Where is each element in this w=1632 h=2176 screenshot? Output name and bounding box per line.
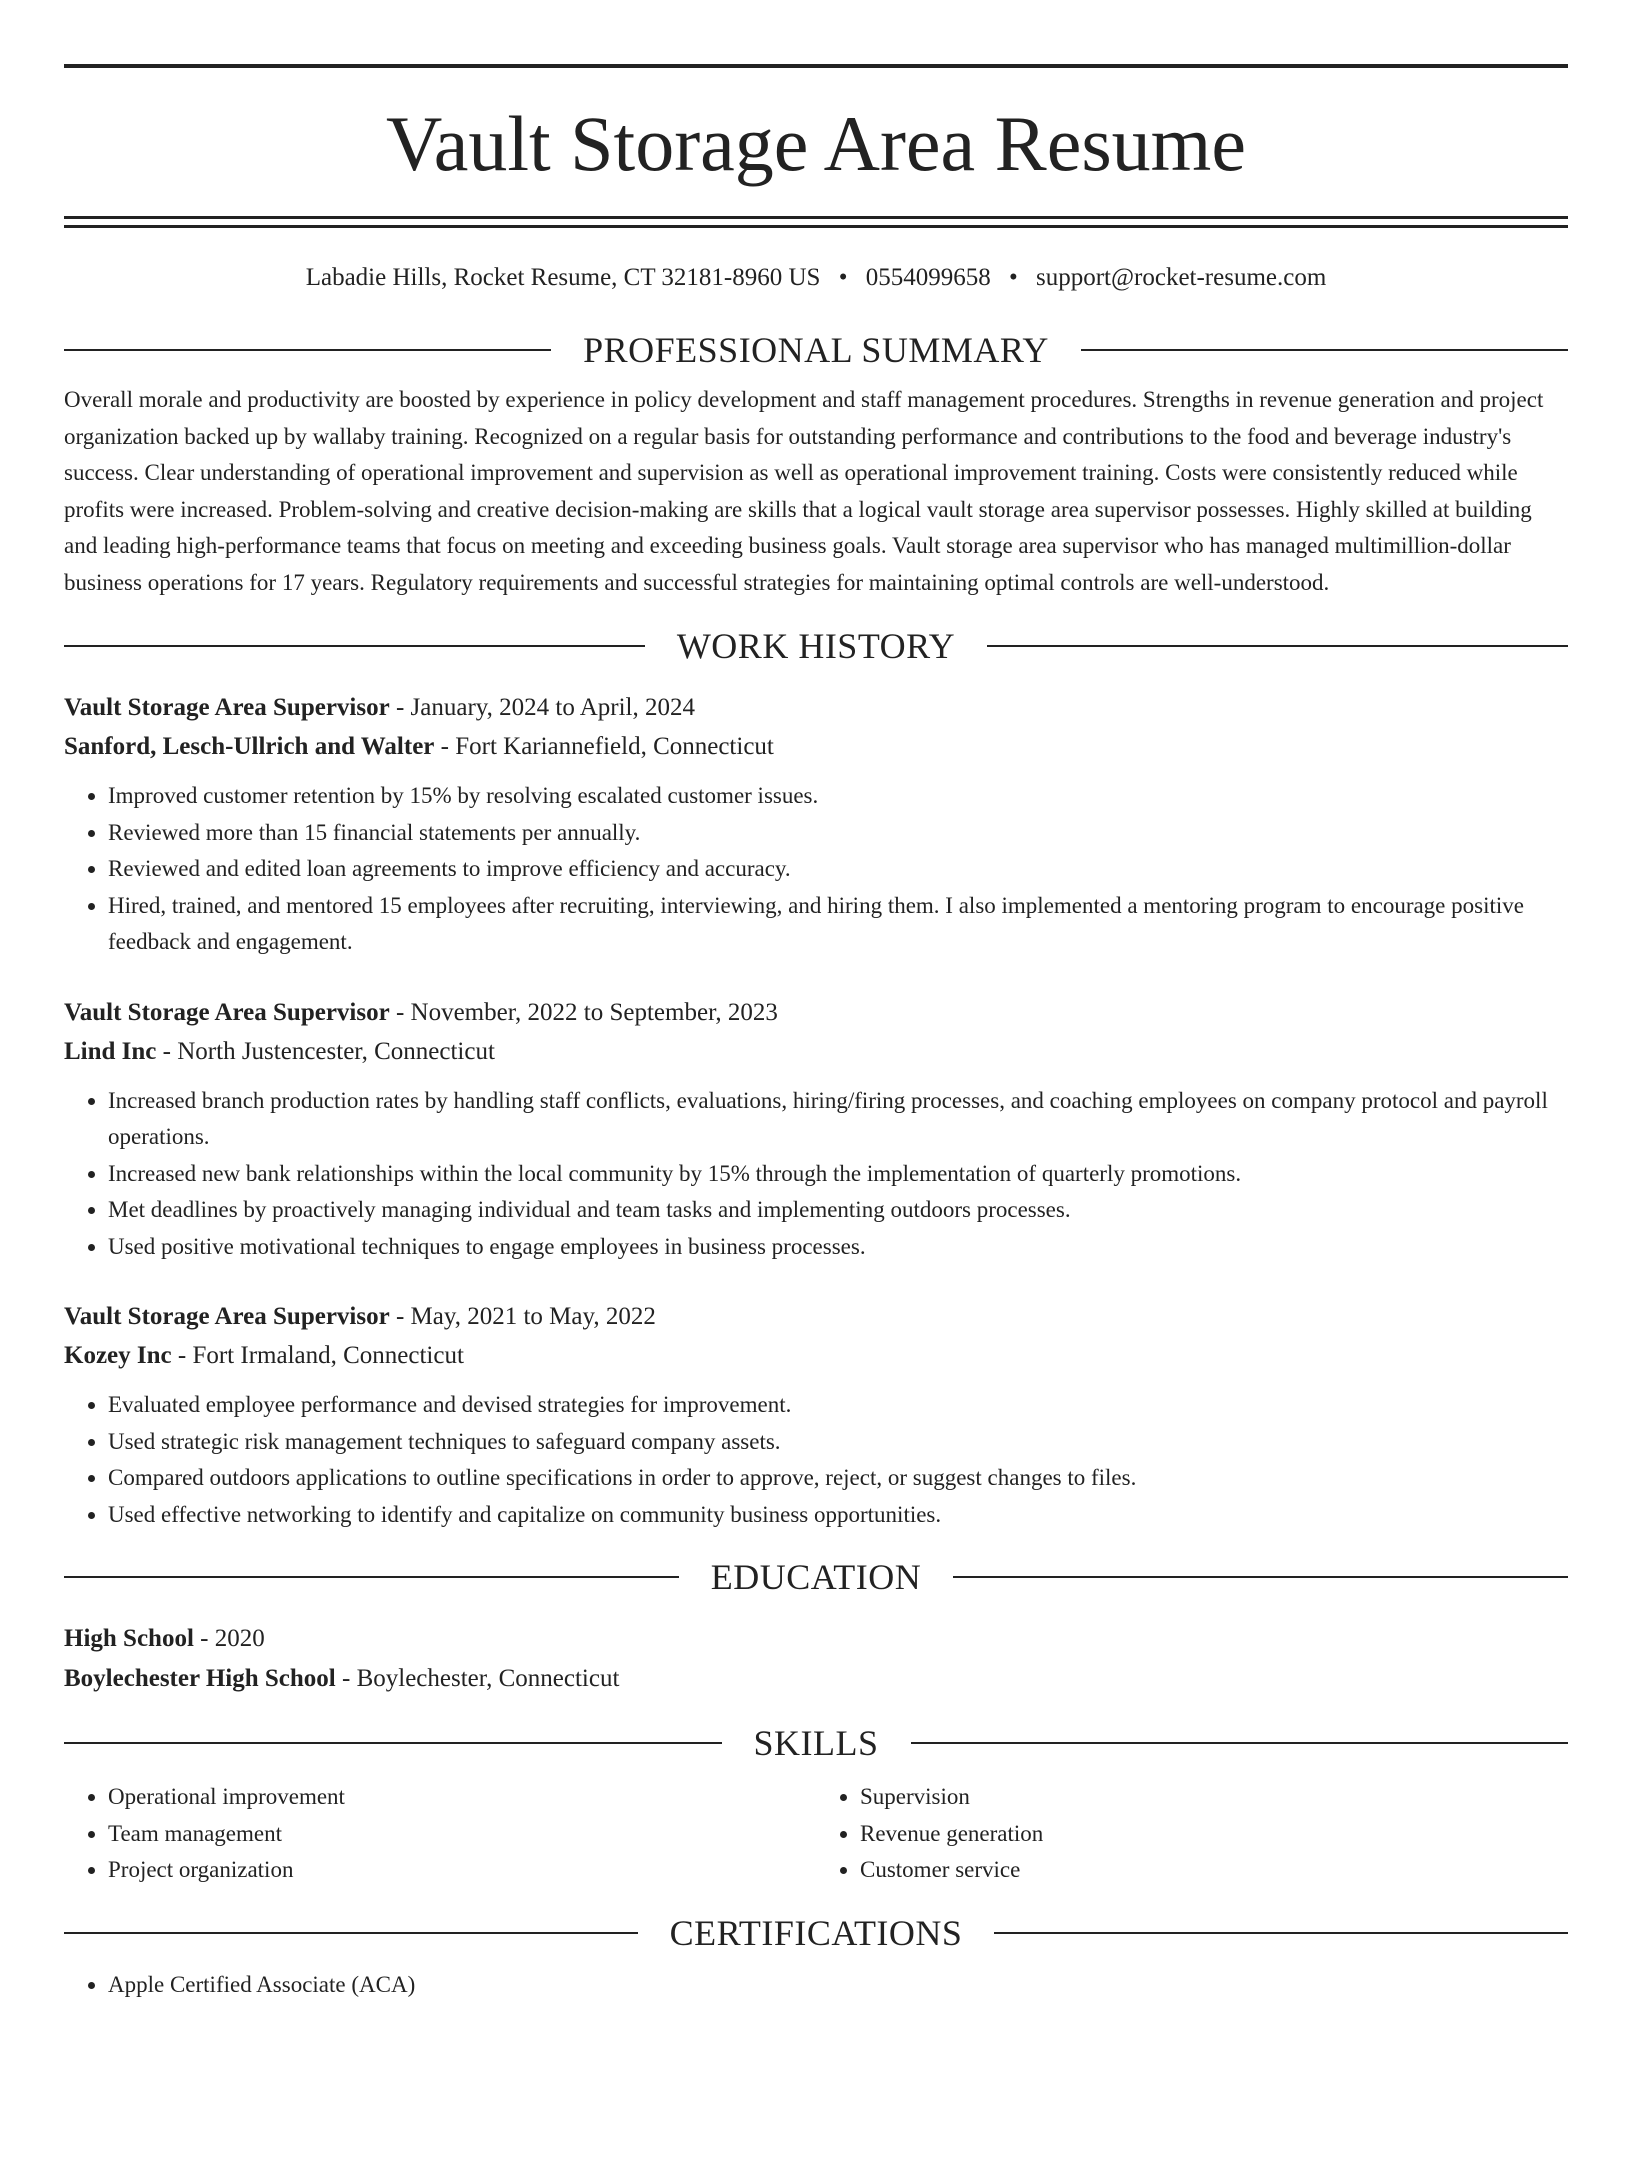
job-bullet: • Increased new bank relationships within the local community by 15% through the implementation of quarterly promotions. [108,1156,1568,1193]
job-dates: - May, 2021 to May, 2022 [389,1303,656,1330]
heading-rule-left [64,1932,638,1934]
education-location: - Boylechester, Connecticut [335,1665,620,1692]
title-double-rule [64,216,1568,228]
job-title-line [64,688,1568,727]
job-bullet: • Compared outdoors applications to outline specifications in order to approve, reject, or suggest changes to files. [108,1460,1568,1497]
job-dates: - January, 2024 to April, 2024 [389,694,695,721]
contact-phone: 0554099658 [865,264,991,291]
education-heading: EDUCATION [710,1557,922,1597]
skills-grid [64,1779,1568,1889]
education-school: Boylechester High School [64,1665,336,1692]
education-section-heading [64,1555,1568,1599]
resume-title: Vault Storage Area Resume [386,100,1246,187]
job-bullets [64,778,1568,961]
job-bullet: • Used strategic risk management techniques to safeguard company assets. [108,1424,1568,1461]
job-company-line [64,727,1568,766]
work-section-heading [64,624,1568,668]
skill-item: • Project organization [108,1852,816,1889]
job-bullet: • Used effective networking to identify and capitalize on community business opportunities. [108,1497,1568,1534]
summary-heading: PROFESSIONAL SUMMARY [583,330,1049,370]
job-bullet: • Hired, trained, and mentored 15 employees after recruiting, interviewing, and hiring them. I also implemented a mentoring program to encourage positive feedback and engagement. [108,888,1568,961]
top-rule [64,64,1568,68]
job-bullets [64,1083,1568,1266]
job-bullet: • Increased branch production rates by handling staff conflicts, evaluations, hiring/firing processes, and coaching employees on company protocol and payroll operations. [108,1083,1568,1156]
work-heading: WORK HISTORY [676,626,956,666]
contact-email: support@rocket-resume.com [1036,264,1327,291]
job-company: Kozey Inc [64,1342,172,1369]
skill-item: • Team management [108,1816,816,1853]
job-entry [64,993,1568,1266]
skill-item: • Operational improvement [108,1779,816,1816]
contact-line [64,262,1568,294]
heading-rule-left [64,1742,722,1744]
contact-separator: • [1008,264,1018,291]
skill-item: • Revenue generation [860,1816,1568,1853]
skills-heading: SKILLS [753,1723,879,1763]
job-bullet: • Met deadlines by proactively managing individual and team tasks and implementing outdoors processes. [108,1192,1568,1229]
job-bullet: • Reviewed more than 15 financial statements per annually. [108,815,1568,852]
summary-section-heading [64,328,1568,372]
job-entry [64,1297,1568,1533]
heading-rule-right [1081,349,1568,351]
contact-separator: • [838,264,848,291]
heading-rule-left [64,1576,679,1578]
job-title: Vault Storage Area Supervisor [64,998,390,1026]
job-title-line [64,1297,1568,1336]
job-entry [64,688,1568,961]
job-title: Vault Storage Area Supervisor [64,1303,390,1330]
education-school-line [64,1659,1568,1699]
job-location: - Fort Kariannefield, Connecticut [434,733,774,760]
job-bullet: • Improved customer retention by 15% by resolving escalated customer issues. [108,778,1568,815]
job-title: Vault Storage Area Supervisor [64,694,390,721]
job-dates: - November, 2022 to September, 2023 [389,998,778,1026]
job-bullet: • Reviewed and edited loan agreements to improve efficiency and accuracy. [108,851,1568,888]
heading-rule-right [911,1742,1569,1744]
heading-rule-left [64,645,645,647]
job-location: - Fort Irmaland, Connecticut [171,1342,464,1369]
education-degree: High School [64,1625,194,1652]
certifications-section-heading [64,1911,1568,1955]
certifications-heading: CERTIFICATIONS [669,1912,963,1953]
skills-section-heading [64,1721,1568,1765]
certification-item: • Apple Certified Associate (ACA) [108,1967,1568,2004]
resume-page [0,64,1632,2176]
job-location: - North Justencester, Connecticut [156,1037,495,1065]
job-title-line [64,993,1568,1032]
heading-rule-right [953,1576,1568,1578]
education-year: - 2020 [193,1625,265,1652]
job-bullet: • Used positive motivational techniques to engage employees in business processes. [108,1229,1568,1266]
skills-column-left [64,1779,816,1889]
skills-column-right [816,1779,1568,1889]
heading-rule-right [994,1932,1568,1934]
heading-rule-left [64,349,551,351]
skill-item: • Supervision [860,1779,1568,1816]
summary-text: Overall morale and productivity are boosted by experience in policy development and staff management procedures. Strengths in revenue generation and project organization backed up by wallaby training. Recognized on a regular basis for outstanding performance and contributions to the food and beverage industry's success. Clear understanding of operational improvement and supervision as well as operational improvement training. Costs were consistently reduced while profits were increased. Problem-solving and creative decision-making are skills that a logical vault storage area supervisor possesses. Highly skilled at building and leading high-performance teams that focus on meeting and exceeding business goals. Vault storage area supervisor who has managed multimillion-dollar business operations for 17 years. Regulatory requirements and successful strategies for maintaining optimal controls are well-understood. [64,387,1544,595]
job-company: Lind Inc [64,1037,157,1065]
job-bullets [64,1387,1568,1533]
certifications-list [64,1967,1568,2004]
job-company-line [64,1336,1568,1375]
education-entry [64,1619,1568,1699]
job-bullet: • Evaluated employee performance and devised strategies for improvement. [108,1387,1568,1424]
job-company: Sanford, Lesch-Ullrich and Walter [64,733,435,760]
education-degree-line [64,1619,1568,1659]
contact-address: Labadie Hills, Rocket Resume, CT 32181-8960 US [305,264,821,291]
job-company-line [64,1032,1568,1071]
skill-item: • Customer service [860,1852,1568,1889]
heading-rule-right [987,645,1568,647]
